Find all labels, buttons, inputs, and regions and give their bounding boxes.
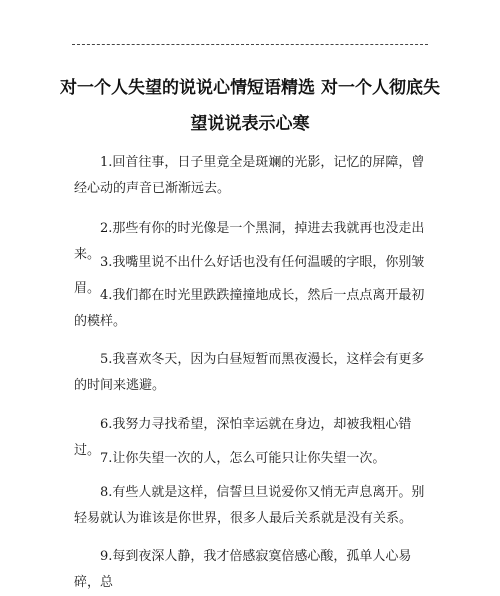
paragraph-3: 3.我嘴里说不出什么好话也没有任何温暖的字眼，你别皱眉。 <box>74 255 425 296</box>
paragraph-9: 9.每到夜深人静，我才倍感寂寞倍感心酸，孤单人心易碎，总 <box>74 549 412 590</box>
paragraph-2: 2.那些有你的时光像是一个黑洞，掉进去我就再也没走出来。 <box>74 221 425 262</box>
document-title: 对一个人失望的说说心情短语精选 对一个人彻底失望说说表示心寒 <box>60 78 440 134</box>
paragraph-1: 1.回首往事，日子里竟全是斑斓的光影，记忆的屏障，曾经心动的声音已渐渐远去。 <box>74 155 425 196</box>
paragraph-4: 4.我们都在时光里跌跌撞撞地成长，然后一点点离开最初的模样。 <box>74 288 425 329</box>
paragraph-7: 7.让你失望一次的人，怎么可能只让你失望一次。 <box>100 451 386 466</box>
paragraph-5: 5.我喜欢冬天，因为白昼短暂而黑夜漫长，这样会有更多的时间来逃避。 <box>74 352 425 393</box>
header-divider <box>72 44 428 45</box>
paragraph-8: 8.有些人就是这样，信誓旦旦说爱你又悄无声息离开。别轻易就认为谁该是你世界，很多人最后关系就是没有关系。 <box>74 485 425 526</box>
paragraph-6: 6.我努力寻找希望，深怕幸运就在身边，却被我粗心错过。 <box>74 417 412 458</box>
